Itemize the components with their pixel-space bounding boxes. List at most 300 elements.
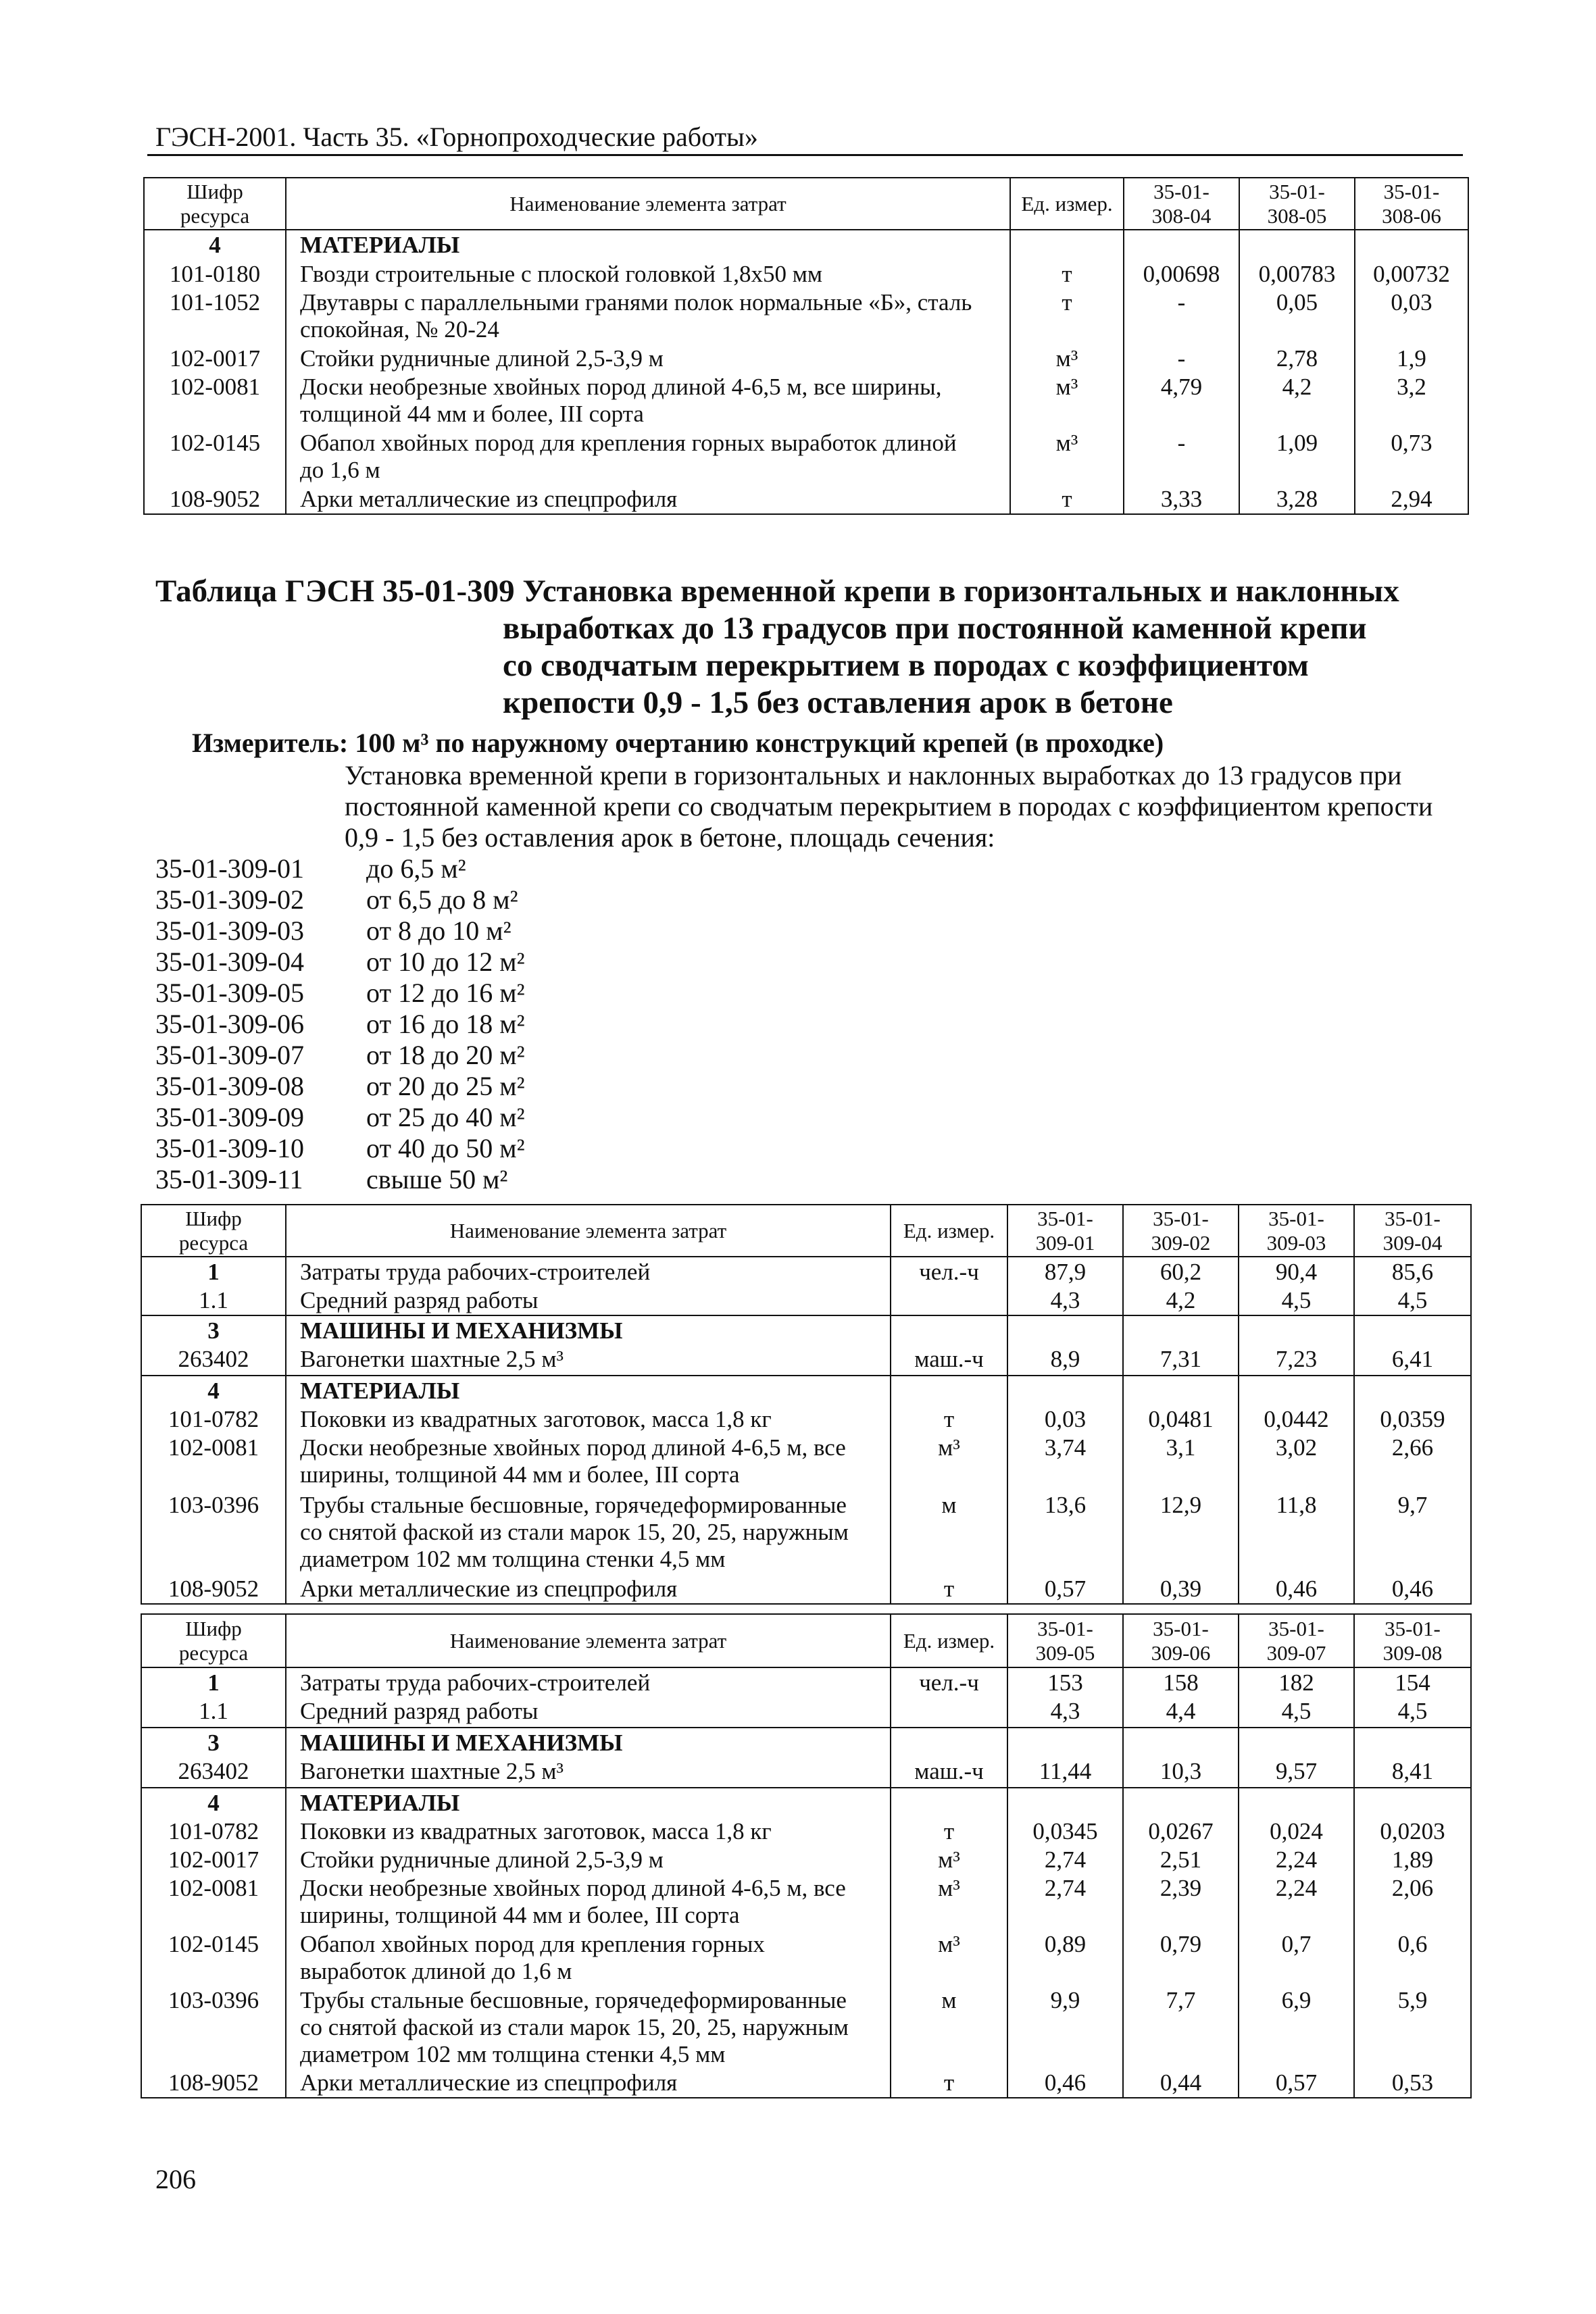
norm-value: 3,2 xyxy=(1355,372,1468,428)
variant-item xyxy=(155,915,525,947)
norm-value xyxy=(1007,1376,1123,1405)
norm-value: 7,23 xyxy=(1239,1344,1354,1376)
resource-code: 263402 xyxy=(141,1757,286,1788)
resource-code: 101-0782 xyxy=(141,1817,286,1845)
name-line: ширины, толщиной 44 мм и более, III сорта xyxy=(300,1902,740,1928)
resource-table-308 xyxy=(143,177,1469,515)
section-description xyxy=(345,760,1432,853)
norm-value: 3,02 xyxy=(1239,1433,1354,1490)
variant-code: 35-01-309-06 xyxy=(155,1009,304,1039)
resource-name xyxy=(286,2068,891,2098)
header-line: 35-01- xyxy=(1385,1616,1441,1640)
group-heading-row xyxy=(141,1315,1471,1344)
unit-cell: м³ xyxy=(1010,344,1124,372)
unit-cell: т xyxy=(891,1817,1007,1845)
norm-value: 0,46 xyxy=(1239,1574,1354,1604)
header-line: 35-01- xyxy=(1268,1616,1324,1640)
unit-cell: м³ xyxy=(891,1845,1007,1873)
resource-code: 1.1 xyxy=(141,1696,286,1728)
norm-value: 4,2 xyxy=(1123,1286,1239,1315)
name-line: Арки металлические из спецпрофиля xyxy=(300,486,678,512)
resource-row xyxy=(144,428,1468,484)
norm-value: 2,74 xyxy=(1007,1845,1123,1873)
variant-code: 35-01-309-11 xyxy=(155,1164,303,1194)
norm-value: 0,73 xyxy=(1355,428,1468,484)
variant-code: 35-01-309-04 xyxy=(155,947,304,977)
resource-name xyxy=(286,1490,891,1574)
norm-value: 7,7 xyxy=(1123,1986,1239,2068)
norm-column-header xyxy=(1239,1614,1354,1667)
norm-value: 8,41 xyxy=(1354,1757,1471,1788)
norm-value: 4,4 xyxy=(1123,1696,1239,1728)
unit-column-header: Ед. измер. xyxy=(1010,178,1124,230)
norm-value: 4,5 xyxy=(1239,1696,1354,1728)
norm-value: 3,74 xyxy=(1007,1433,1123,1490)
name-line: Доски необрезные хвойных пород длиной 4-6,5 м, все ширины, xyxy=(300,374,942,400)
resource-code: 4 xyxy=(141,1376,286,1405)
norm-column-header xyxy=(1239,1205,1354,1257)
header-line: 35-01- xyxy=(1037,1206,1093,1230)
norm-value: 0,0359 xyxy=(1354,1405,1471,1433)
resource-row xyxy=(141,1490,1471,1574)
running-header: ГЭСН-2001. Часть 35. «Горнопроходческие работы» xyxy=(155,122,758,152)
norm-value xyxy=(1239,230,1355,259)
variant-item xyxy=(155,1071,525,1102)
variant-list xyxy=(155,853,525,1195)
unit-cell xyxy=(891,1376,1007,1405)
header-line: ресурса xyxy=(178,1230,249,1255)
norm-value: 11,8 xyxy=(1239,1490,1354,1574)
norm-value: 0,7 xyxy=(1239,1930,1354,1986)
norm-value: 4,5 xyxy=(1354,1696,1471,1728)
unit-column-header: Ед. измер. xyxy=(891,1614,1007,1667)
name-column-header: Наименование элемента затрат xyxy=(286,1205,891,1257)
norm-value xyxy=(1239,1376,1354,1405)
resource-row xyxy=(141,1344,1471,1376)
name-line: Обапол хвойных пород для крепления горных xyxy=(300,1931,765,1957)
norm-value xyxy=(1354,1728,1471,1757)
norm-value: 1,89 xyxy=(1354,1845,1471,1873)
norm-value: 2,06 xyxy=(1354,1873,1471,1930)
norm-value: 2,51 xyxy=(1123,1845,1239,1873)
norm-value: 4,5 xyxy=(1239,1286,1354,1315)
resource-name xyxy=(286,1257,891,1286)
resource-name xyxy=(286,1788,891,1817)
header-line: 309-02 xyxy=(1151,1230,1211,1255)
header-line: 309-03 xyxy=(1266,1230,1326,1255)
resource-name xyxy=(286,259,1010,288)
resource-code: 103-0396 xyxy=(141,1490,286,1574)
unit-cell: м³ xyxy=(891,1433,1007,1490)
norm-value: 5,9 xyxy=(1354,1986,1471,2068)
resource-code: 101-1052 xyxy=(144,288,286,344)
name-line: Вагонетки шахтные 2,5 м³ xyxy=(300,1346,564,1372)
resource-code: 1.1 xyxy=(141,1286,286,1315)
header-line: 309-07 xyxy=(1266,1640,1326,1665)
norm-value: 87,9 xyxy=(1007,1257,1123,1286)
resource-name xyxy=(286,1728,891,1757)
unit-cell: т xyxy=(1010,259,1124,288)
name-column-header: Наименование элемента затрат xyxy=(286,178,1010,230)
table-header-row xyxy=(144,178,1468,230)
resource-name xyxy=(286,1315,891,1344)
variant-code: 35-01-309-10 xyxy=(155,1133,304,1163)
unit-cell: маш.-ч xyxy=(891,1344,1007,1376)
norm-value xyxy=(1239,1315,1354,1344)
resource-code: 263402 xyxy=(141,1344,286,1376)
norm-value xyxy=(1239,1728,1354,1757)
resource-name xyxy=(286,230,1010,259)
norm-value: 182 xyxy=(1239,1667,1354,1696)
title-line: со сводчатым перекрытием в породах с коэффициентом xyxy=(503,648,1309,683)
resource-code: 1 xyxy=(141,1667,286,1696)
name-line: Трубы стальные бесшовные, горячедеформированные xyxy=(300,1987,847,2013)
header-line: Шифр xyxy=(186,179,243,203)
norm-value xyxy=(1354,1376,1471,1405)
resource-code: 102-0145 xyxy=(141,1930,286,1986)
name-line: Поковки из квадратных заготовок, масса 1,8 кг xyxy=(300,1818,772,1844)
resource-row xyxy=(141,1433,1471,1490)
resource-code: 102-0081 xyxy=(141,1873,286,1930)
norm-value: 4,79 xyxy=(1124,372,1239,428)
header-line: 35-01- xyxy=(1268,1206,1324,1230)
norm-value: 1,09 xyxy=(1239,428,1355,484)
variant-code: 35-01-309-01 xyxy=(155,853,304,884)
title-line: Таблица ГЭСН 35-01-309 Установка временной крепи в горизонтальных и наклонных xyxy=(155,574,1399,609)
name-line: со снятой фаской из стали марок 15, 20, 25, наружным xyxy=(300,2014,849,2040)
unit-cell xyxy=(891,1728,1007,1757)
norm-value: - xyxy=(1124,428,1239,484)
norm-column-header xyxy=(1354,1205,1471,1257)
norm-value: 158 xyxy=(1123,1667,1239,1696)
variant-area: от 25 до 40 м² xyxy=(366,1102,525,1132)
name-line: Арки металлические из спецпрофиля xyxy=(300,2069,678,2096)
resource-name xyxy=(286,372,1010,428)
unit-cell: т xyxy=(1010,484,1124,514)
resource-name xyxy=(286,1757,891,1788)
header-line: 35-01- xyxy=(1037,1616,1093,1640)
name-line: ширины, толщиной 44 мм и более, III сорта xyxy=(300,1461,740,1488)
norm-value: 0,0442 xyxy=(1239,1405,1354,1433)
norm-value: 2,24 xyxy=(1239,1845,1354,1873)
unit-cell: т xyxy=(891,2068,1007,2098)
norm-value xyxy=(1123,1728,1239,1757)
header-line: 35-01- xyxy=(1269,179,1325,203)
norm-value xyxy=(1354,1788,1471,1817)
norm-value: 9,9 xyxy=(1007,1986,1123,2068)
norm-value: 0,024 xyxy=(1239,1817,1354,1845)
variant-item xyxy=(155,1009,525,1040)
norm-value: 0,00698 xyxy=(1124,259,1239,288)
resource-code: 102-0081 xyxy=(141,1433,286,1490)
description-line: 0,9 - 1,5 без оставления арок в бетоне, площадь сечения: xyxy=(345,822,995,853)
unit-cell xyxy=(891,1696,1007,1728)
norm-value: 0,0203 xyxy=(1354,1817,1471,1845)
resource-name xyxy=(286,1930,891,1986)
resource-row xyxy=(141,1757,1471,1788)
norm-value: 4,3 xyxy=(1007,1286,1123,1315)
code-column-header xyxy=(144,178,286,230)
unit-cell xyxy=(1010,230,1124,259)
norm-value: 8,9 xyxy=(1007,1344,1123,1376)
norm-value: 7,31 xyxy=(1123,1344,1239,1376)
norm-value: 1,9 xyxy=(1355,344,1468,372)
resource-code: 101-0180 xyxy=(144,259,286,288)
norm-value xyxy=(1355,230,1468,259)
name-line: Обапол хвойных пород для крепления горных выработок длиной xyxy=(300,430,957,456)
resource-row xyxy=(141,1257,1471,1286)
name-line: Доски необрезные хвойных пород длиной 4-6,5 м, все xyxy=(300,1875,846,1901)
resource-code: 101-0782 xyxy=(141,1405,286,1433)
unit-cell: т xyxy=(1010,288,1124,344)
name-line: Гвозди строительные с плоской головкой 1,8x50 мм xyxy=(300,261,823,287)
unit-cell: м³ xyxy=(891,1873,1007,1930)
resource-row xyxy=(141,2068,1471,2098)
resource-row xyxy=(141,1817,1471,1845)
name-line: Арки металлические из спецпрофиля xyxy=(300,1576,678,1602)
norm-value: 90,4 xyxy=(1239,1257,1354,1286)
resource-name xyxy=(286,1376,891,1405)
unit-cell: м xyxy=(891,1986,1007,2068)
resource-code: 103-0396 xyxy=(141,1986,286,2068)
variant-code: 35-01-309-02 xyxy=(155,884,304,915)
resource-code: 102-0145 xyxy=(144,428,286,484)
norm-value: 4,5 xyxy=(1354,1286,1471,1315)
group-heading-row xyxy=(144,230,1468,259)
norm-value: 0,03 xyxy=(1007,1405,1123,1433)
code-column-header xyxy=(141,1205,286,1257)
resource-row xyxy=(141,1696,1471,1728)
resource-code: 102-0017 xyxy=(144,344,286,372)
norm-value xyxy=(1123,1788,1239,1817)
resource-name xyxy=(286,484,1010,514)
section-title xyxy=(155,573,1399,722)
unit-cell: чел.-ч xyxy=(891,1257,1007,1286)
name-line: Доски необрезные хвойных пород длиной 4-6,5 м, все xyxy=(300,1434,846,1461)
variant-area: до 6,5 м² xyxy=(366,853,466,884)
norm-value: 2,74 xyxy=(1007,1873,1123,1930)
header-line: 309-08 xyxy=(1382,1640,1443,1665)
norm-value xyxy=(1123,1376,1239,1405)
norm-column-header xyxy=(1124,178,1239,230)
variant-code: 35-01-309-05 xyxy=(155,978,304,1008)
norm-value: 154 xyxy=(1354,1667,1471,1696)
variant-code: 35-01-309-03 xyxy=(155,915,304,946)
norm-value xyxy=(1124,230,1239,259)
header-line: ресурса xyxy=(178,1640,249,1665)
norm-value: - xyxy=(1124,344,1239,372)
name-line: со снятой фаской из стали марок 15, 20, 25, наружным xyxy=(300,1519,849,1545)
group-heading-row xyxy=(141,1788,1471,1817)
norm-value: 0,46 xyxy=(1354,1574,1471,1604)
header-line: 308-04 xyxy=(1151,203,1212,228)
name-line: Поковки из квадратных заготовок, масса 1,8 кг xyxy=(300,1406,772,1432)
name-line: Стойки рудничные длиной 2,5-3,9 м xyxy=(300,1846,664,1873)
name-line: Вагонетки шахтные 2,5 м³ xyxy=(300,1758,564,1784)
resource-table-309-05-08 xyxy=(141,1613,1472,2098)
resource-code: 102-0081 xyxy=(144,372,286,428)
group-heading-row xyxy=(141,1728,1471,1757)
header-line: Шифр xyxy=(185,1206,242,1230)
header-line: 308-05 xyxy=(1267,203,1327,228)
norm-value: 3,28 xyxy=(1239,484,1355,514)
header-rule xyxy=(147,154,1463,156)
norm-value: 6,41 xyxy=(1354,1344,1471,1376)
norm-value: 0,0267 xyxy=(1123,1817,1239,1845)
resource-row xyxy=(141,1405,1471,1433)
resource-row xyxy=(144,288,1468,344)
variant-code: 35-01-309-08 xyxy=(155,1071,304,1101)
variant-area: от 12 до 16 м² xyxy=(366,978,525,1008)
norm-value: 0,0481 xyxy=(1123,1405,1239,1433)
name-line: МАШИНЫ И МЕХАНИЗМЫ xyxy=(300,1730,623,1756)
norm-value: 0,0345 xyxy=(1007,1817,1123,1845)
norm-value: 13,6 xyxy=(1007,1490,1123,1574)
norm-value: 0,89 xyxy=(1007,1930,1123,1986)
unit-cell: т xyxy=(891,1405,1007,1433)
norm-value: 0,79 xyxy=(1123,1930,1239,1986)
resource-row xyxy=(144,344,1468,372)
norm-value xyxy=(1007,1315,1123,1344)
resource-name xyxy=(286,288,1010,344)
norm-value: 60,2 xyxy=(1123,1257,1239,1286)
norm-value: 4,2 xyxy=(1239,372,1355,428)
group-heading-row xyxy=(141,1376,1471,1405)
resource-row xyxy=(141,1667,1471,1696)
variant-item xyxy=(155,947,525,978)
header-line: Шифр xyxy=(185,1616,242,1640)
table-header-row xyxy=(141,1205,1471,1257)
norm-value: 0,53 xyxy=(1354,2068,1471,2098)
header-line: 308-06 xyxy=(1382,203,1441,228)
norm-value: 0,00732 xyxy=(1355,259,1468,288)
variant-area: от 18 до 20 м² xyxy=(366,1040,525,1070)
variant-area: от 6,5 до 8 м² xyxy=(366,884,518,915)
norm-value: 0,6 xyxy=(1354,1930,1471,1986)
unit-cell: м xyxy=(891,1490,1007,1574)
resource-name xyxy=(286,1344,891,1376)
norm-column-header xyxy=(1239,178,1355,230)
header-line: 309-06 xyxy=(1151,1640,1211,1665)
norm-value xyxy=(1123,1315,1239,1344)
name-line: МАТЕРИАЛЫ xyxy=(300,1790,460,1816)
resource-code: 4 xyxy=(144,230,286,259)
norm-value: 0,46 xyxy=(1007,2068,1123,2098)
norm-value: 9,7 xyxy=(1354,1490,1471,1574)
variant-item xyxy=(155,853,525,884)
resource-name xyxy=(286,344,1010,372)
page-number: 206 xyxy=(155,2164,196,2194)
norm-column-header xyxy=(1354,1614,1471,1667)
resource-name xyxy=(286,1405,891,1433)
resource-row xyxy=(141,1930,1471,1986)
code-column-header xyxy=(141,1614,286,1667)
norm-value: 2,39 xyxy=(1123,1873,1239,1930)
unit-cell: т xyxy=(891,1574,1007,1604)
norm-value: - xyxy=(1124,288,1239,344)
unit-column-header: Ед. измер. xyxy=(891,1205,1007,1257)
resource-row xyxy=(144,259,1468,288)
variant-area: от 10 до 12 м² xyxy=(366,947,525,977)
variant-area: от 16 до 18 м² xyxy=(366,1009,525,1039)
resource-row xyxy=(141,1986,1471,2068)
norm-value: 0,39 xyxy=(1123,1574,1239,1604)
resource-name xyxy=(286,1986,891,2068)
resource-name xyxy=(286,428,1010,484)
resource-row xyxy=(144,484,1468,514)
unit-cell: маш.-ч xyxy=(891,1757,1007,1788)
unit-cell xyxy=(891,1286,1007,1315)
title-line: выработках до 13 градусов при постоянной каменной крепи xyxy=(503,611,1367,646)
unit-cell xyxy=(891,1788,1007,1817)
unit-cell xyxy=(891,1315,1007,1344)
norm-column-header xyxy=(1007,1614,1123,1667)
resource-row xyxy=(144,372,1468,428)
norm-value: 85,6 xyxy=(1354,1257,1471,1286)
unit-cell: м³ xyxy=(891,1930,1007,1986)
resource-code: 3 xyxy=(141,1315,286,1344)
resource-code: 108-9052 xyxy=(141,1574,286,1604)
title-line: крепости 0,9 - 1,5 без оставления арок в бетоне xyxy=(503,685,1173,720)
norm-column-header xyxy=(1123,1205,1239,1257)
resource-code: 108-9052 xyxy=(144,484,286,514)
name-line: Средний разряд работы xyxy=(300,1698,539,1724)
header-line: 35-01- xyxy=(1385,1206,1441,1230)
norm-value: 12,9 xyxy=(1123,1490,1239,1574)
resource-name xyxy=(286,1873,891,1930)
variant-area: от 40 до 50 м² xyxy=(366,1133,525,1163)
resource-name xyxy=(286,1667,891,1696)
norm-value: 2,24 xyxy=(1239,1873,1354,1930)
description-line: Установка временной крепи в горизонтальных и наклонных выработках до 13 градусов при xyxy=(345,760,1402,790)
name-column-header: Наименование элемента затрат xyxy=(286,1614,891,1667)
name-line: Средний разряд работы xyxy=(300,1287,539,1313)
norm-value: 0,00783 xyxy=(1239,259,1355,288)
norm-value: 9,57 xyxy=(1239,1757,1354,1788)
header-line: 309-01 xyxy=(1035,1230,1095,1255)
norm-value xyxy=(1007,1728,1123,1757)
norm-value xyxy=(1354,1315,1471,1344)
header-line: 35-01- xyxy=(1153,179,1210,203)
norm-value xyxy=(1007,1788,1123,1817)
variant-item xyxy=(155,1164,525,1195)
norm-value: 2,94 xyxy=(1355,484,1468,514)
norm-value: 0,44 xyxy=(1123,2068,1239,2098)
norm-value: 0,05 xyxy=(1239,288,1355,344)
unit-cell: чел.-ч xyxy=(891,1667,1007,1696)
name-line: МАТЕРИАЛЫ xyxy=(300,1378,460,1404)
name-line: спокойная, № 20-24 xyxy=(300,316,499,343)
variant-area: свыше 50 м² xyxy=(366,1164,508,1194)
norm-value: 153 xyxy=(1007,1667,1123,1696)
name-line: диаметром 102 мм толщина стенки 4,5 мм xyxy=(300,2041,726,2067)
header-line: 309-04 xyxy=(1382,1230,1443,1255)
resource-name xyxy=(286,1817,891,1845)
norm-value: 11,44 xyxy=(1007,1757,1123,1788)
norm-value: 6,9 xyxy=(1239,1986,1354,2068)
name-line: Затраты труда рабочих-строителей xyxy=(300,1259,651,1285)
variant-area: от 20 до 25 м² xyxy=(366,1071,525,1101)
resource-code: 108-9052 xyxy=(141,2068,286,2098)
resource-row xyxy=(141,1845,1471,1873)
name-line: МАШИНЫ И МЕХАНИЗМЫ xyxy=(300,1317,623,1344)
norm-column-header xyxy=(1007,1205,1123,1257)
resource-code: 3 xyxy=(141,1728,286,1757)
resource-row xyxy=(141,1574,1471,1604)
norm-value: 2,66 xyxy=(1354,1433,1471,1490)
header-line: 35-01- xyxy=(1153,1206,1209,1230)
resource-table-309-01-04 xyxy=(141,1204,1472,1605)
